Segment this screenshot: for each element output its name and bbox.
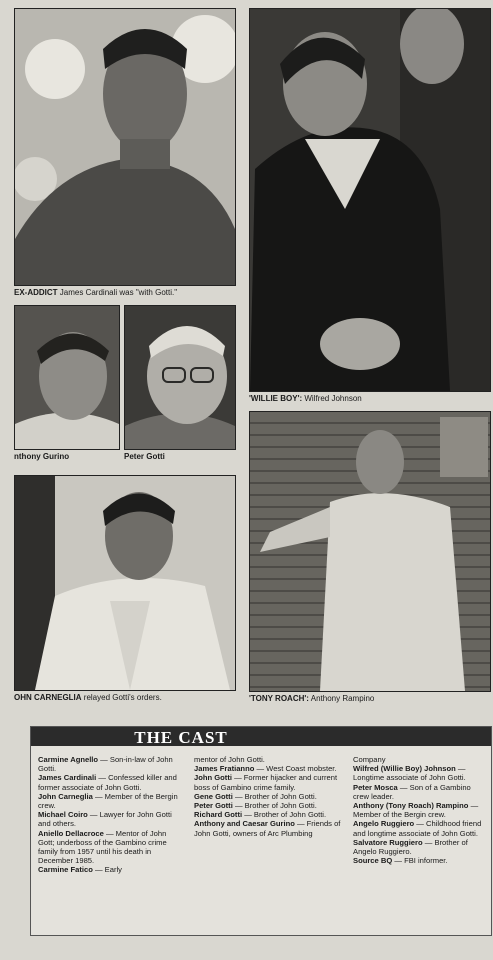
cast-column-2-list — [194, 764, 344, 838]
caption-anthony-gurino — [14, 452, 69, 462]
cast-entry-desc: — Mentor of John Gott; underboss of the Gambino crime family from 1957 until his death in December 1985. — [38, 828, 167, 866]
cast-entry-desc: — Former hijacker and current boss of Gambino crime family. — [194, 773, 338, 792]
caption-willie-boy-text: Wilfred Johnson — [302, 394, 362, 403]
photo-anthony-gurino — [14, 305, 120, 450]
cast-entry-desc: — Brother of John Gotti. — [232, 791, 317, 801]
photo-peter-gotti — [124, 305, 236, 450]
cast-entry-desc: — Brother of Angelo Ruggiero. — [353, 837, 468, 857]
cast-column-2-lead: mentor of John Gotti. — [194, 755, 265, 764]
caption-peter-gotti-text: Peter Gotti — [124, 452, 165, 461]
caption-tony-roach-label: 'TONY ROACH': — [249, 694, 309, 703]
cast-entry-name: Michael Coiro — [38, 810, 88, 820]
caption-willie-boy-label: 'WILLIE BOY': — [249, 394, 303, 403]
cast-entry-desc: — Member of the Bergin crew. — [38, 791, 178, 811]
cast-entry-desc: — Childhood friend and longtime associate of John Gotti. — [353, 819, 482, 838]
cast-entry — [194, 764, 344, 773]
cast-entry — [194, 810, 344, 819]
photo-ex-addict — [14, 8, 236, 286]
cast-entry-desc: — Early — [92, 865, 122, 875]
caption-tony-roach-text: Anthony Rampino — [308, 694, 375, 703]
cast-column-3-list — [353, 764, 487, 865]
photo-tony-roach — [249, 411, 491, 692]
cast-entry — [353, 764, 487, 782]
photo-john-carneglia — [14, 475, 236, 691]
caption-ex-addict-label: EX-ADDICT — [14, 288, 58, 297]
cast-entry — [38, 829, 183, 866]
cast-column-1-list — [38, 755, 183, 875]
cast-entry-name: Salvatore Ruggiero — [353, 837, 423, 847]
cast-entry — [353, 783, 487, 801]
cast-entry — [194, 773, 344, 791]
cast-entry-name: Richard Gotti — [194, 810, 243, 820]
cast-box — [30, 726, 492, 936]
caption-peter-gotti — [124, 452, 165, 462]
caption-ex-addict — [14, 288, 177, 298]
cast-entry — [353, 838, 487, 856]
cast-entry — [38, 792, 183, 810]
cast-entry-name: Anthony (Tony Roach) Rampino — [353, 801, 469, 811]
cast-entry — [38, 773, 183, 791]
cast-entry-desc: — Son of a Gambino crew leader. — [353, 782, 471, 801]
cast-entry-desc: — Son-in-law of John Gotti. — [38, 755, 173, 774]
cast-entry — [38, 810, 183, 828]
cast-entry-name: Aniello Dellacroce — [38, 828, 104, 838]
cast-entry-desc: — FBI informer. — [392, 856, 448, 866]
cast-entry-name: Source BQ — [353, 856, 393, 866]
cast-entry-name: James Cardinali — [38, 773, 97, 783]
cast-entry — [194, 792, 344, 801]
cast-entry-name: Peter Mosca — [353, 782, 398, 792]
caption-john-carneglia — [14, 693, 162, 703]
photo-willie-boy — [249, 8, 491, 392]
cast-entry-desc: — Brother of John Gotti. — [232, 801, 317, 811]
cast-entry-name: James Fratianno — [194, 764, 255, 774]
cast-entry-desc: — Member of the Bergin crew. — [353, 801, 479, 820]
caption-john-carneglia-label: OHN CARNEGLIA — [14, 693, 82, 702]
cast-entry-desc: — Longtime associate of John Gotti. — [353, 764, 466, 783]
cast-column-3 — [353, 755, 487, 865]
cast-entry-name: John Carneglia — [38, 791, 93, 801]
cast-column-1 — [38, 755, 183, 875]
cast-entry — [353, 801, 487, 819]
cast-header — [31, 727, 491, 746]
cast-entry-desc: — Brother of John Gotti. — [242, 810, 327, 820]
caption-john-carneglia-text: relayed Gotti's orders. — [81, 693, 162, 702]
cast-entry-name: Gene Gotti — [194, 791, 233, 801]
caption-anthony-gurino-text: nthony Gurino — [14, 452, 70, 461]
cast-entry-desc: — Friends of John Gotti, owners of Arc Plumbing — [194, 819, 341, 838]
cast-entry-name: Carmine Fatico — [38, 865, 93, 875]
cast-entry-name: Angelo Ruggiero — [353, 819, 415, 829]
cast-entry-name: Wilfred (Willie Boy) Johnson — [353, 764, 456, 774]
cast-column-2 — [194, 755, 344, 838]
cast-entry-desc: — West Coast mobster. — [254, 764, 337, 774]
cast-entry-name: Peter Gotti — [194, 801, 233, 811]
cast-entry-name: Carmine Agnello — [38, 755, 99, 764]
cast-entry — [194, 819, 344, 837]
caption-ex-addict-text: James Cardinali was "with Gotti." — [57, 288, 178, 297]
cast-entry-desc: — Confessed killer and former associate of John Gotti. — [38, 773, 177, 792]
cast-entry — [353, 819, 487, 837]
caption-tony-roach — [249, 694, 374, 704]
cast-entry — [194, 801, 344, 810]
cast-column-3-lead: Company — [353, 755, 386, 764]
cast-entry-name: Anthony and Caesar Gurino — [194, 819, 295, 829]
cast-entry — [38, 865, 183, 874]
cast-entry — [38, 755, 183, 773]
caption-willie-boy — [249, 394, 362, 404]
cast-entry-name: John Gotti — [194, 773, 232, 783]
cast-title: THE CAST — [134, 728, 228, 747]
cast-entry — [353, 856, 487, 865]
cast-entry-desc: — Lawyer for John Gotti and others. — [38, 810, 172, 829]
